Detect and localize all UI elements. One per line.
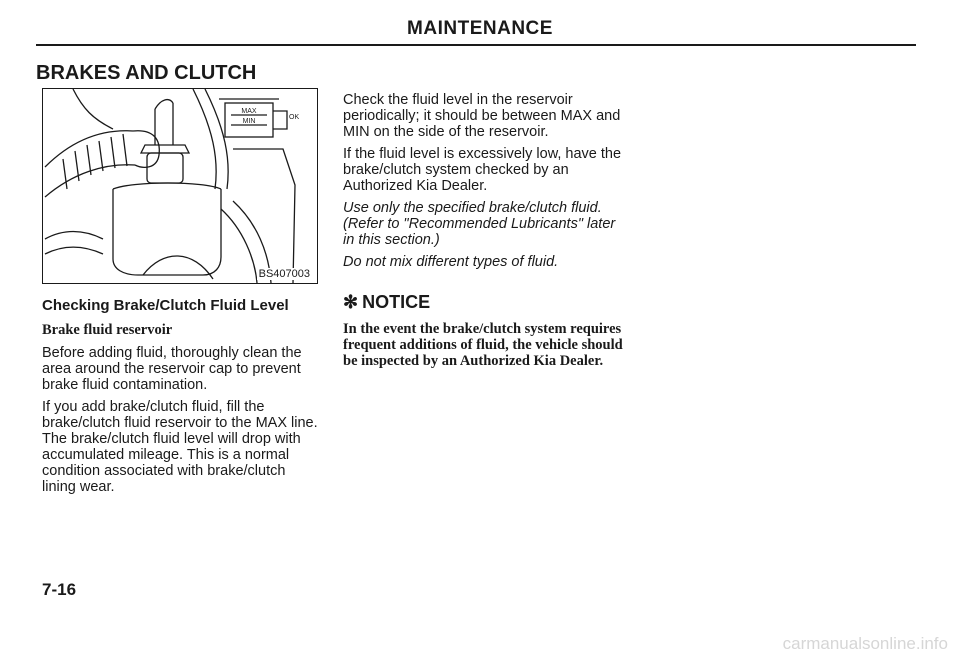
notice-body: In the event the brake/clutch system requires frequent additions of fluid, the vehicle should be inspected by an Authorized Kia Dealer. <box>343 321 623 369</box>
engine-bay-drawing <box>43 89 317 283</box>
subhead-checking: Checking Brake/Clutch Fluid Level <box>42 297 289 314</box>
reservoir-illustration <box>42 88 318 284</box>
header-rule <box>36 44 916 46</box>
notice-heading <box>343 292 623 313</box>
asterisk-icon: ✻ <box>343 292 359 312</box>
max-label: MAX <box>241 108 257 115</box>
paragraph-specified-fluid: Use only the specified brake/clutch fluid. (Refer to "Recommended Lubricants" later in this section.) <box>343 200 616 248</box>
figure-code: BS407003 <box>258 268 310 280</box>
right-column <box>343 92 623 369</box>
ok-label: OK <box>289 114 300 121</box>
watermark: carmanualsonline.info <box>782 634 948 653</box>
left-column <box>42 297 322 501</box>
subhead-reservoir: Brake fluid reservoir <box>42 322 173 338</box>
paragraph-clean: Before adding fluid, thoroughly clean the area around the reservoir cap to prevent brake fluid contamination. <box>42 345 302 393</box>
min-label: MIN <box>242 118 256 125</box>
notice-title: NOTICE <box>362 292 431 312</box>
paragraph-low-level: If the fluid level is excessively low, have the brake/clutch system checked by an Authorized Kia Dealer. <box>343 146 622 194</box>
paragraph-check-level: Check the fluid level in the reservoir periodically; it should be between MAX and MIN on the side of the reservoir. <box>343 92 621 140</box>
paragraph-fill: If you add brake/clutch fluid, fill the brake/clutch fluid reservoir to the MAX line. The brake/clutch fluid level will drop with accumulated mileage. This is a normal condition associated with brake/clutch lining wear. <box>42 399 318 495</box>
page-number: 7-16 <box>42 580 77 599</box>
paragraph-no-mix: Do not mix different types of fluid. <box>343 254 559 270</box>
section-title: BRAKES AND CLUTCH <box>36 62 257 84</box>
page-header: MAINTENANCE <box>407 18 553 39</box>
